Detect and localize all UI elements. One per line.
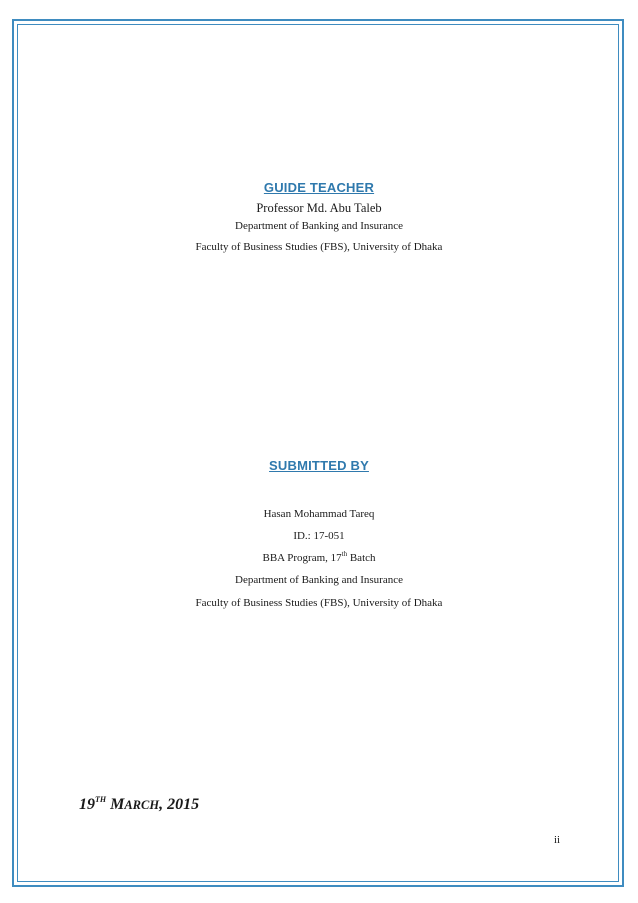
program-prefix: BBA Program, 17: [262, 552, 342, 564]
submitter-department: Department of Banking and Insurance: [235, 574, 403, 586]
program-ordinal: th: [341, 550, 348, 558]
page-border-inner: [17, 24, 619, 882]
date-ordinal: TH: [95, 795, 107, 804]
submitter-name: Hasan Mohammad Tareq: [263, 508, 375, 520]
guide-teacher-faculty: Faculty of Business Studies (FBS), University of Dhaka: [195, 241, 443, 253]
guide-teacher-department: Department of Banking and Insurance: [235, 220, 403, 232]
date-year: , 2015: [159, 796, 200, 813]
page-number: ii: [554, 834, 561, 846]
submitter-id: ID.: 17-051: [293, 530, 345, 542]
date-month-rest: ARCH: [124, 798, 160, 812]
submission-date: [79, 796, 199, 814]
guide-teacher-name: Professor Md. Abu Taleb: [256, 201, 382, 215]
submitter-program: [0, 552, 638, 564]
program-suffix: Batch: [347, 552, 376, 564]
date-day: 19: [79, 796, 95, 813]
guide-teacher-heading: GUIDE TEACHER: [263, 180, 375, 195]
submitted-by-heading: SUBMITTED BY: [269, 458, 369, 473]
submitter-faculty: Faculty of Business Studies (FBS), University of Dhaka: [195, 597, 443, 609]
date-month-initial: M: [110, 796, 125, 813]
